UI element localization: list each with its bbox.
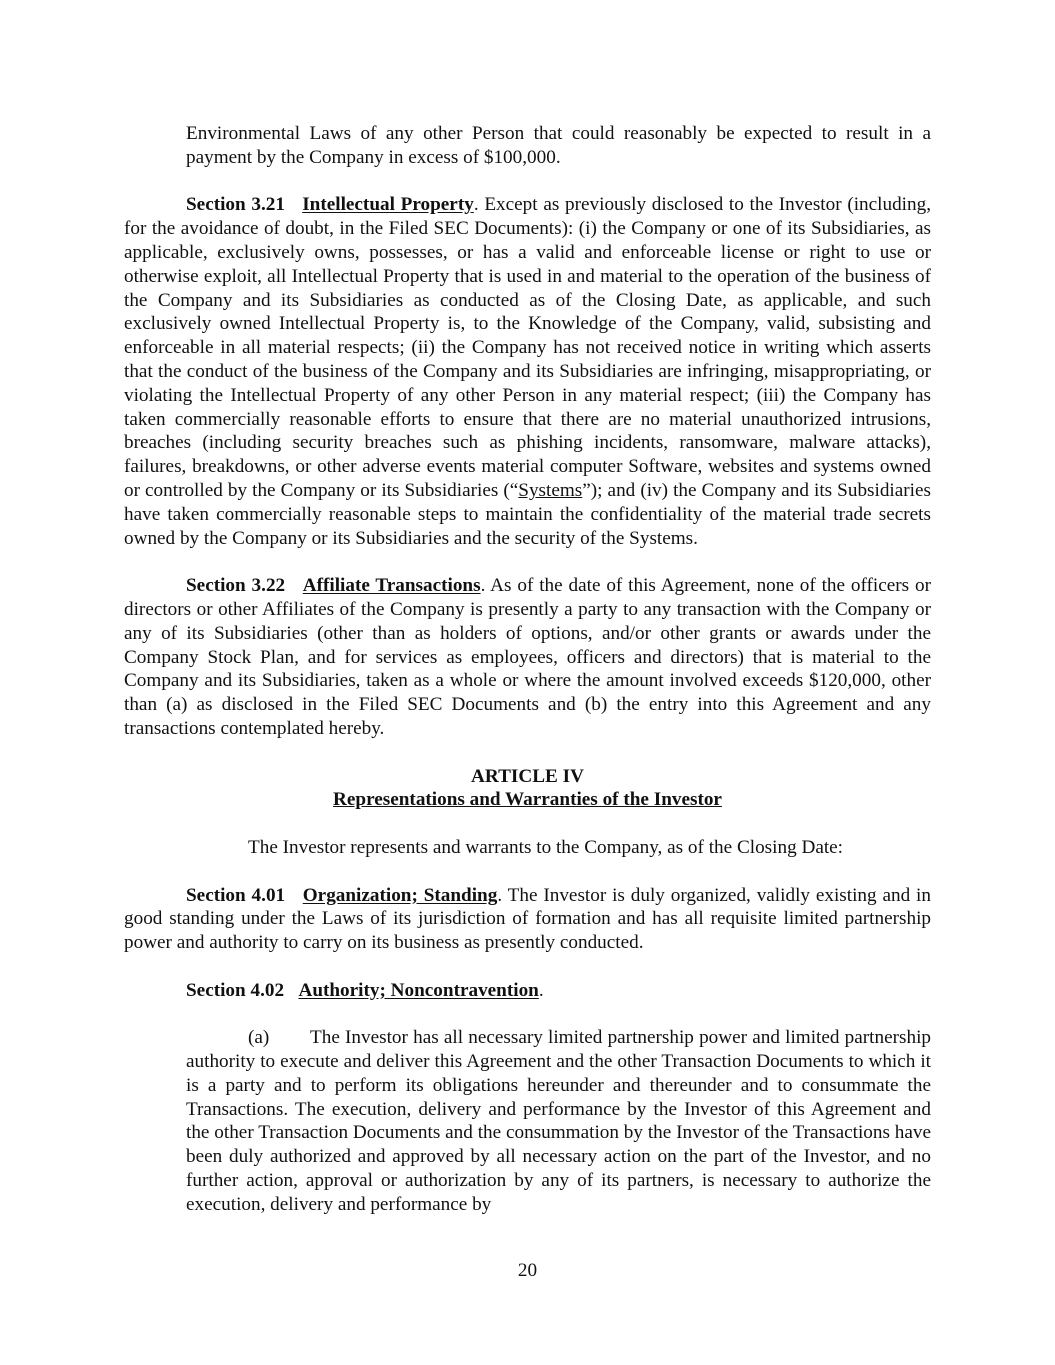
section-body-continued: ”); and (iv) the Company and its Subsidiaries have taken commercially reasonable steps to maintain the confidentiality of the material trade secrets owned by the Company or its Subsidiaries and the security of the Systems. <box>124 479 931 549</box>
spacer <box>124 170 931 194</box>
spacer <box>124 860 931 884</box>
section-number: Section 4.01 <box>186 884 286 906</box>
section-body: . As of the date of this Agreement, none of the officers or directors or other Affiliates of the Company is presently a party to any transaction with the Company or any of its Subsidiaries (other than as holders of options, and/or other grants or awards under the Company Stock Plan, and for services as employees, officers and directors) that is material to the Company and its Subsidiaries, taken as a whole or where the amount involved exceeds $120,000, other than (a) as disclosed in the Filed SEC Documents and (b) the entry into this Agreement and any transactions contemplated hereby. <box>124 575 931 739</box>
spacer <box>124 812 931 836</box>
section-3-22-paragraph <box>124 574 931 741</box>
defined-term: Systems <box>518 479 583 501</box>
spacer <box>124 550 931 574</box>
section-title: Intellectual Property <box>302 194 474 216</box>
section-4-02-heading <box>124 979 931 1003</box>
section-title: Organization; Standing <box>302 884 498 906</box>
article-subheading-text: Representations and Warranties of the Investor <box>333 789 722 811</box>
subsection-label: (a) <box>248 1027 270 1049</box>
section-number: Section 4.02 <box>186 979 285 1001</box>
subsection-a-paragraph <box>186 1026 931 1216</box>
spacer <box>124 1002 931 1026</box>
article-subheading <box>124 788 931 812</box>
article-intro: The Investor represents and warrants to the Company, as of the Closing Date: <box>248 836 844 858</box>
article-heading: ARTICLE IV <box>471 765 584 787</box>
section-4-01-paragraph <box>124 884 931 955</box>
subsection-body: The Investor has all necessary limited partnership power and limited partnership authority to execute and deliver this Agreement and the other Transaction Documents to which it is a party and to perform its obligations hereunder and thereunder and to consummate the Transactions. The execution, delivery and performance by the Investor of this Agreement and the other Transaction Documents and the consummation by the Investor of the Transactions have been duly authorized and approved by all necessary action on the part of the Investor, and no further action, approval or authorization by any of its partners, is necessary to authorize the execution, delivery and performance by <box>186 1027 931 1215</box>
carryover-paragraph: Environmental Laws of any other Person that could reasonably be expected to result in a payment by the Company in excess of $100,000. <box>186 123 931 168</box>
section-body: . Except as previously disclosed to the Investor (including, for the avoidance of doubt, in the Filed SEC Documents): (i) the Company or one of its Subsidiaries, as applicable, exclusively owns, possesses, or has a valid and enforceable license or right to use or otherwise exploit, all Intellectual Property that is used in and material to the operation of the business of the Company and its Subsidiaries as conducted as of the Closing Date, as applicable, and such exclusively owned Intellectual Property is, to the Knowledge of the Company, valid, subsisting and enforceable in all material respects; (ii) the Company has not received notice in writing which asserts that the conduct of the business of the Company and its Subsidiaries are infringing, misappropriating, or violating the Intellectual Property of any other Person in any material respect; (iii) the Company has taken commercially reasonable efforts to ensure that there are no material unauthorized intrusions, breaches (including security breaches such as phishing incidents, ransomware, malware attacks), failures, breakdowns, or other adverse events material computer Software, websites and systems owned or controlled by the Company or its Subsidiaries (“ <box>124 194 931 501</box>
spacer <box>124 741 931 765</box>
section-3-21-paragraph <box>124 193 931 550</box>
section-number: Section 3.22 <box>186 575 286 597</box>
document-page <box>124 122 931 1217</box>
page-number: 20 <box>517 1260 538 1281</box>
section-body: . The Investor is duly organized, validly existing and in good standing under the Laws of its jurisdiction of formation and has all requisite limited partnership power and authority to carry on its business as presently conducted. <box>124 884 931 954</box>
section-title: Affiliate Transactions <box>302 575 481 597</box>
section-number: Section 3.21 <box>186 194 285 216</box>
spacer <box>124 955 931 979</box>
section-trailing: . <box>538 979 544 1001</box>
section-title: Authority; Noncontravention <box>298 979 539 1001</box>
